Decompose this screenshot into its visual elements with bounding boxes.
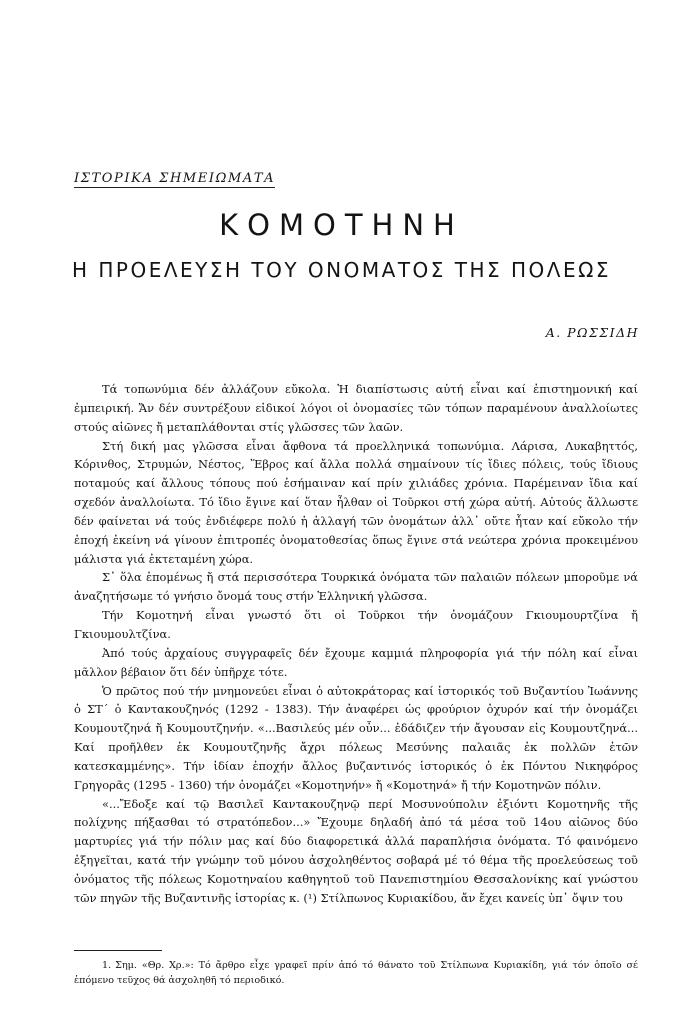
- footnote-text: Σημ. «Θρ. Χρ.»: Τό ἄρθρο εἶχε γραφεῖ πρίν ἀπό τό θάνατο τοῦ Στίλπωνα Κυριακίδη, γιά τόν ὁποῖο σέ ἑπόμενο τεῦχος θά ἀσχοληθῆ τό περιοδικό.: [74, 960, 638, 986]
- paragraph: Τήν Κομοτηνή εἶναι γνωστό ὅτι οἱ Τοῦρκοι τήν ὀνομάζουν Γκιουμουρτζίνα ἤ Γκιουμουλτζίνα.: [74, 608, 638, 641]
- paragraph: Ὁ πρῶτος πού τήν μνημονεύει εἶναι ὁ αὐτοκράτορας καί ἱστορικός τοῦ Βυζαντίου Ἰωάννης ὁ ΣΤ΄ ὁ Καντακουζηνός (1292 - 1383). Τήν ἀναφέρει ὡς φρούριον ὀχυρόν καί τήν ὀνομάζει Κουμουτζηνά ἤ Κουμουτζηνήν. «...Βασιλεύς μέν οὖν... ἐδάδιζεν τήν ἄγουσαν εἰς Κουμουτζηνά... Καί προῆλθεν ἐκ Κουμουτζηνῆς ἄχρι πόλεως Μεσύνης παλαιᾶς ἐκ πολλῶν ἐτῶν κατεσκαμμένης». Τήν ἰδίαν ἐποχήν ἄλλος βυζαντινός ἱστορικός ὁ ἐκ Πόντου Νικηφόρος Γρηγορᾶς (1295 - 1360) τήν ὀνομάζει «Κομοτηνήν» ἤ «Κομοτηνά» ἤ τήν Κομοτηνῶν πόλιν.: [74, 683, 638, 792]
- section-heading: ΙΣΤΟΡΙΚΑ ΣΗΜΕΙΩΜΑΤΑ: [74, 171, 276, 186]
- author-name: Α. ΡΩΣΣΙΔΗ: [545, 325, 639, 340]
- article-subtitle: Η ΠΡΟΕΛΕΥΣΗ ΤΟΥ ΟΝΟΜΑΤΟΣ ΤΗΣ ΠΟΛΕΩΣ: [71, 258, 612, 282]
- article-body: [74, 380, 638, 908]
- paragraph: Σ᾽ ὅλα ἑπομένως ἤ στά περισσότερα Τουρκικά ὀνόματα τῶν παλαιῶν πόλεων μποροῦμε νά ἀναζητήσωμε τό γνήσιο ὄνομά τους στήν Ἑλληνική γλῶσσα.: [74, 570, 638, 604]
- paragraph: Τά τοπωνύμια δέν ἀλλάζουν εὔκολα. Ἡ διαπίστωσις αὐτή εἶναι καί ἐπιστημονική καί ἐμπειρική. Ἄν δέν συντρέξουν εἰδικοί λόγοι οἱ ὀνομασίες τῶν τόπων παραμένουν ἀναλλοίωτες στούς αἰῶνες ἤ μεταπλάθονται στίς γλῶσσες τῶν λαῶν.: [74, 382, 638, 434]
- paragraph: Ἀπό τούς ἀρχαίους συγγραφεῖς δέν ἔχουμε καμμιά πληροφορία γιά τήν πόλη καί εἶναι μᾶλλον βέβαιον ὅτι δέν ὑπῆρχε τότε.: [74, 645, 638, 679]
- paragraph: Στή δική μας γλῶσσα εἶναι ἄφθονα τά προελληνικά τοπωνύμια. Λάρισα, Λυκαβηττός, Κόρινθος, Στρυμών, Νέστος, Ἕβρος καί ἄλλα πολλά σημαίνουν τίς ἴδιες πόλεις, τούς ἴδιους ποταμούς καί ἄλλους τόπους πού ἐσήμαιναν καί πρίν χιλιάδες χρόνια. Παρέμειναν ἴδια καί σχεδόν ἀναλλοίωτα. Τό ἴδιο ἔγινε καί ὅταν ἦλθαν οἱ Τοῦρκοι στή χώρα αὐτή. Αὐτούς ἄλλωστε δέν φαίνεται νά τούς ἐνδιέφερε πολύ ἡ ἀλλαγή τῶν ὀνομάτων ἀλλ᾽ οὔτε ἦταν καί εὔκολο τήν ἐποχή ἐκείνη νά γίνουν ἐπιτροπές ὀνοματοθεσίας ὅπως ἔγινε στά νεώτερα χρόνια προκειμένου μάλιστα γιά ἐκτεταμένη χώρα.: [74, 438, 638, 566]
- footnote: [74, 958, 638, 988]
- paragraph: «...Ἔδοξε καί τῷ Βασιλεῖ Καντακουζηνῷ περί Μοσυνούπολιν ἐξιόντι Κομοτηνῆς τῆς πολίχνης πήξασθαι τό στρατόπεδον...» Ἔχουμε δηλαδή ἀπό τά μέσα τοῦ 14ου αἰῶνος δύο μαρτυρίες γιά τήν πόλιν μας καί δύο διαφορετικά ἀλλά παραπλήσια ὀνόματα. Τό φαινόμενο ἐξηγεῖται, κατά τήν γνώμην τοῦ μόνου ἀσχοληθέντος σοβαρά μέ τό θέμα τῆς προελεύσεως τοῦ ὀνόματος τῆς πόλεως Κομοτηναίου καθηγητοῦ τοῦ Πανεπιστημίου Θεσσαλονίκης καί γνώστου τῶν πηγῶν τῆς Βυζαντινῆς ἱστορίας κ. (¹) Στίλπωνος Κυριακίδου, ἄν ἔχει κανείς ὑπ᾽ ὄψιν του: [74, 796, 638, 905]
- article-title: ΚΟΜΟΤΗΝΗ: [219, 208, 464, 242]
- footnote-number: 1.: [102, 960, 112, 971]
- footnote-divider: [74, 950, 162, 951]
